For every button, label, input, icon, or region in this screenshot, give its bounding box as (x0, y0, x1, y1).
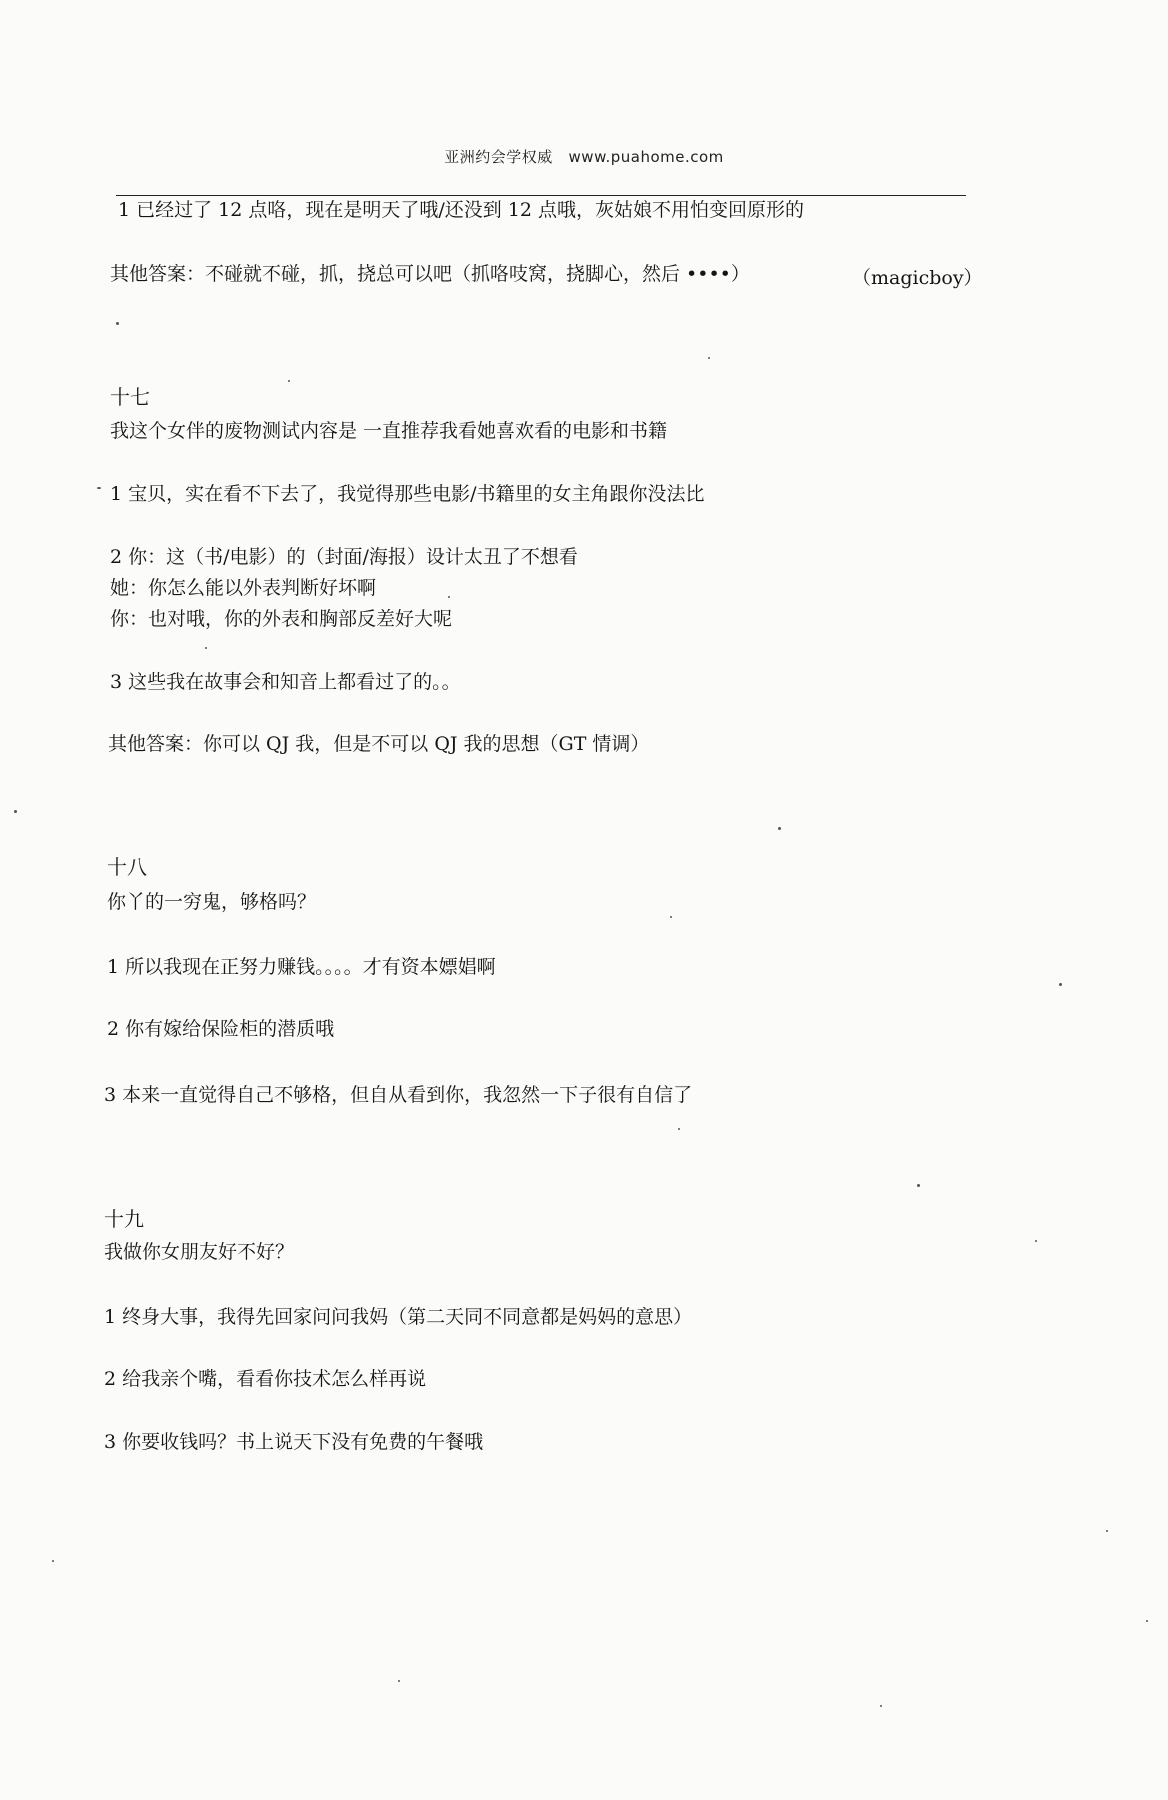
scan-speck (1106, 1530, 1108, 1532)
scan-speck (288, 380, 290, 382)
scan-speck (1146, 1620, 1148, 1622)
scan-speck (448, 596, 450, 598)
s17-answer-2-line-2: 她：你怎么能以外表判断好坏啊 (110, 577, 377, 599)
header-title: 亚洲约会学权威 (444, 148, 553, 166)
s17-answer-3: 3 这些我在故事会和知音上都看过了的。。 (110, 671, 461, 693)
s18-answer-3: 3 本来一直觉得自己不够格，但自从看到你，我忽然一下子很有自信了 (104, 1084, 693, 1106)
scan-speck (116, 322, 119, 325)
header-site: www.puahome.com (568, 148, 724, 166)
s17-answer-2-line-3: 你：也对哦，你的外表和胸部反差好大呢 (110, 608, 453, 630)
s16-answer-1: 1 已经过了 12 点咯，现在是明天了哦/还没到 12 点哦，灰姑娘不用怕变回原形的 (118, 199, 805, 221)
s17-answer-1: 1 宝贝，实在看不下去了，我觉得那些电影/书籍里的女主角跟你没法比 (110, 483, 705, 505)
scan-speck (1035, 1240, 1037, 1242)
s19-answer-1: 1 终身大事，我得先回家问问我妈（第二天同不同意都是妈妈的意思） (104, 1306, 693, 1328)
scan-speck (398, 1680, 400, 1682)
scan-speck (14, 810, 17, 813)
s16-credit: （magicboy） (852, 267, 983, 289)
s18-answer-1: 1 所以我现在正努力赚钱。。。。才有资本嫖娼啊 (107, 956, 496, 978)
scan-speck (778, 827, 781, 830)
s16-other-answers: 其他答案：不碰就不碰，抓，挠总可以吧（抓咯吱窝，挠脚心，然后 ••••） (110, 263, 750, 285)
scan-speck (678, 1128, 680, 1130)
s19-question: 我做你女朋友好不好？ (104, 1241, 295, 1263)
s17-answer-2-line-1: 2 你：这（书/电影）的（封面/海报）设计太丑了不想看 (110, 546, 578, 568)
s18-number: 十八 (107, 855, 147, 879)
scan-speck (52, 1560, 54, 1562)
s18-answer-2: 2 你有嫁给保险柜的潜质哦 (107, 1018, 335, 1040)
scan-speck (97, 487, 101, 489)
page-header (0, 146, 1168, 167)
scan-speck (917, 1184, 920, 1187)
scan-speck (670, 916, 672, 918)
s19-number: 十九 (104, 1207, 144, 1231)
s19-answer-3: 3 你要收钱吗？书上说天下没有免费的午餐哦 (104, 1431, 484, 1453)
s17-other-answers: 其他答案：你可以 QJ 我，但是不可以 QJ 我的思想（GT 情调） (108, 733, 650, 755)
s19-answer-2: 2 给我亲个嘴，看看你技术怎么样再说 (104, 1368, 427, 1390)
scan-speck (1059, 983, 1062, 986)
scan-speck (708, 357, 710, 359)
header-divider (116, 195, 966, 196)
scan-speck (880, 1705, 882, 1707)
s17-number: 十七 (110, 385, 150, 409)
s18-question: 你丫的一穷鬼，够格吗？ (107, 891, 317, 913)
s17-question: 我这个女伴的废物测试内容是 一直推荐我看她喜欢看的电影和书籍 (110, 420, 668, 442)
scan-speck (205, 647, 207, 649)
